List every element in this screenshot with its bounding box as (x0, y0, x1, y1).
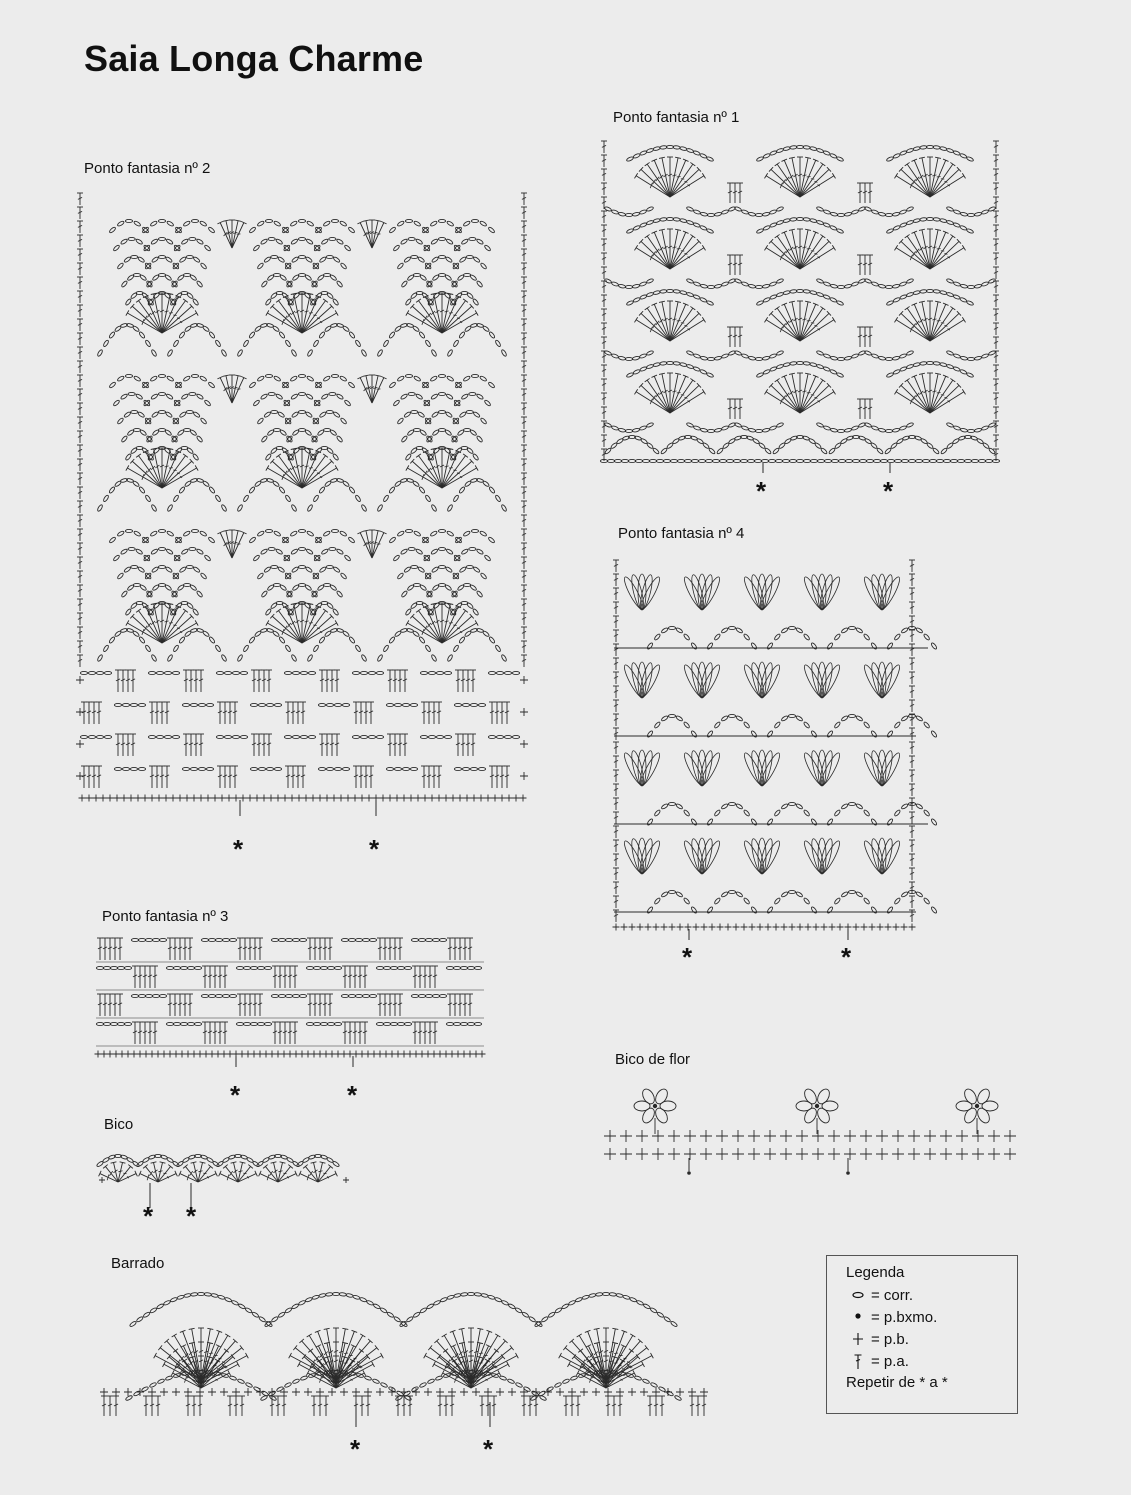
double-crochet-icon (849, 1352, 867, 1370)
pf1-diagram (600, 133, 1005, 473)
pf4-label: Ponto fantasia nº 4 (618, 525, 745, 542)
barrado-chart (96, 1282, 721, 1427)
bico-diagram (96, 1150, 356, 1210)
chain-icon (849, 1290, 867, 1300)
bico-flor-diagram (600, 1072, 1030, 1182)
pf2-repeat-mark-right: * (369, 834, 380, 864)
pf1-repeat-mark-right: * (883, 476, 894, 506)
pf4-repeat-mark-right: * (841, 942, 852, 972)
bico-label: Bico (104, 1116, 134, 1133)
single-crochet-icon (849, 1331, 867, 1347)
barrado-repeat-mark-left: * (350, 1434, 361, 1464)
slip-stitch-icon (849, 1312, 867, 1322)
bico-flor-chart (600, 1072, 1030, 1182)
pf4-chart (610, 555, 945, 940)
legend-title: Legenda (846, 1264, 905, 1281)
legend-box (826, 1255, 1018, 1414)
pf1-label: Ponto fantasia nº 1 (613, 109, 740, 126)
pf4-repeat-mark-left: * (682, 942, 693, 972)
legend-item-double-crochet: = p.a. (846, 1350, 1017, 1372)
legend-item-single-crochet: = p.b. (846, 1328, 1017, 1350)
bico-chart (96, 1150, 356, 1210)
pf3-repeat-mark-left: * (230, 1080, 241, 1110)
pf3-repeat-mark-right: * (347, 1080, 358, 1110)
pf3-diagram (92, 932, 490, 1067)
pf4-diagram (610, 555, 945, 940)
barrado-label: Barrado (111, 1255, 165, 1272)
bico-flor-label: Bico de flor (615, 1051, 691, 1068)
pf2-diagram (74, 188, 530, 818)
bico-repeat-mark-right: * (186, 1201, 197, 1231)
legend-item-chain: = corr. (846, 1284, 1017, 1306)
legend-item-slip-stitch: = p.bxmo. (846, 1306, 1017, 1328)
bico-repeat-mark-left: * (143, 1201, 154, 1231)
pf3-label: Ponto fantasia nº 3 (102, 908, 229, 925)
pf2-label: Ponto fantasia nº 2 (84, 160, 211, 177)
page-title: Saia Longa Charme (84, 38, 424, 79)
pf3-chart (92, 932, 490, 1067)
pf2-chart (74, 188, 530, 818)
pf2-repeat-mark-left: * (233, 834, 244, 864)
pf1-repeat-mark-left: * (756, 476, 767, 506)
barrado-diagram (96, 1282, 721, 1427)
legend-repeat-note: Repetir de * a * (846, 1374, 948, 1391)
barrado-repeat-mark-right: * (483, 1434, 494, 1464)
pf1-chart (600, 133, 1005, 473)
